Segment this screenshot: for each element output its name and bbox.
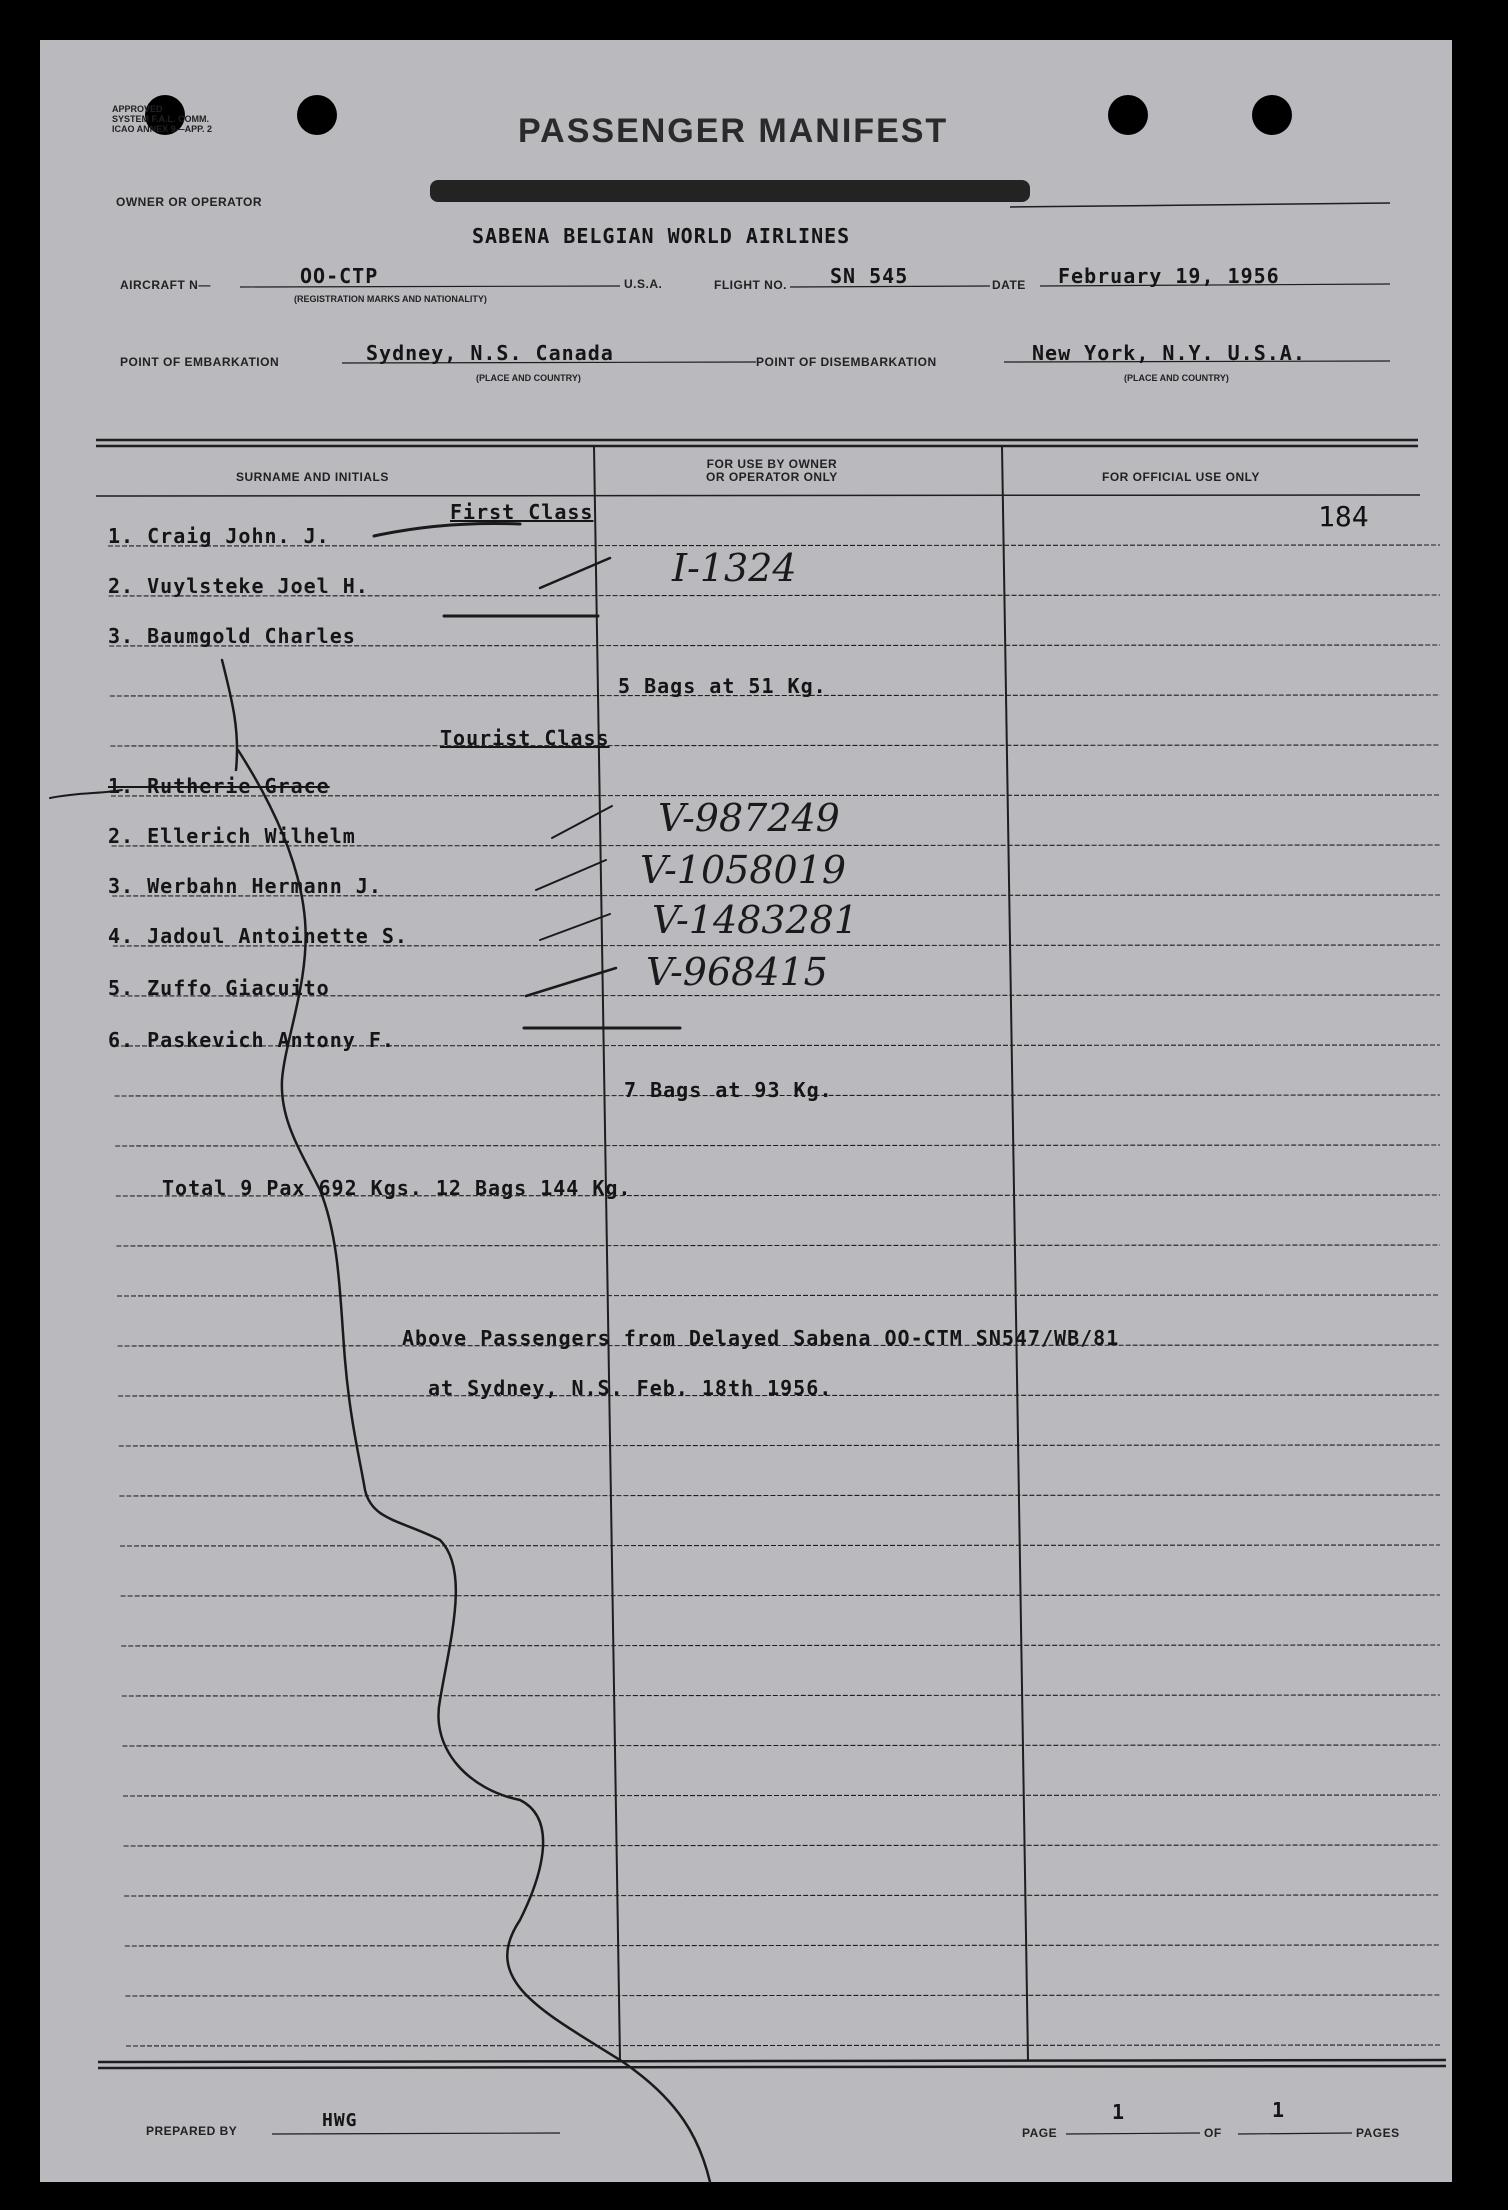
baggage-summary: 5 Bags at 51 Kg. bbox=[618, 674, 827, 698]
embark-caption: (PLACE AND COUNTRY) bbox=[476, 373, 581, 383]
row-rule bbox=[119, 1495, 1440, 1496]
pen-tick bbox=[552, 806, 612, 838]
operator-name: SABENA BELGIAN WORLD AIRLINES bbox=[472, 224, 851, 248]
row-rule bbox=[110, 745, 1440, 746]
row-rule bbox=[125, 1995, 1440, 1996]
visa-number: I-1324 bbox=[672, 546, 797, 590]
column-divider bbox=[594, 446, 620, 2060]
row-rule bbox=[125, 1945, 1440, 1946]
column-divider bbox=[1002, 446, 1028, 2060]
passenger-row: 5. Zuffo Giacuito bbox=[108, 976, 330, 1000]
prepared-by: HWG bbox=[322, 2110, 358, 2131]
page-fill-line bbox=[1066, 2133, 1200, 2134]
disembark-point: New York, N.Y. U.S.A. bbox=[1032, 341, 1306, 365]
row-rule bbox=[115, 1145, 1440, 1146]
row-rule bbox=[119, 1445, 1440, 1446]
prepared-fill-line bbox=[272, 2133, 560, 2134]
total-summary: Total 9 Pax 692 Kgs. 12 Bags 144 Kg. bbox=[162, 1176, 632, 1200]
table-bottom-rule bbox=[98, 2060, 1446, 2062]
pen-tick bbox=[374, 524, 520, 537]
usa-label: U.S.A. bbox=[624, 277, 663, 291]
pen-tick bbox=[536, 860, 606, 890]
row-rule bbox=[123, 1795, 1440, 1796]
passenger-row: 2. Vuylsteke Joel H. bbox=[108, 574, 369, 598]
approval-line: ICAO ANNEX 9—APP. 2 bbox=[112, 124, 213, 134]
aircraft-label: AIRCRAFT N— bbox=[120, 278, 211, 292]
page-number: 1 bbox=[1112, 2100, 1126, 2124]
row-rule bbox=[116, 1245, 1440, 1246]
column-header-surname: SURNAME AND INITIALS bbox=[236, 470, 389, 484]
approval-line: SYSTEM F.A.L. COMM. bbox=[112, 114, 210, 124]
disembark-label: POINT OF DISEMBARKATION bbox=[756, 355, 937, 369]
row-rule bbox=[117, 1295, 1440, 1296]
row-rule bbox=[120, 1545, 1440, 1546]
approval-line: APPROVED bbox=[112, 104, 163, 114]
prepared-label: PREPARED BY bbox=[146, 2124, 238, 2138]
punch-hole-right-2 bbox=[1252, 95, 1292, 135]
aircraft-fill-line bbox=[240, 286, 620, 287]
of-label: OF bbox=[1204, 2126, 1222, 2140]
header-bottom-rule bbox=[96, 495, 1420, 496]
pen-tick bbox=[540, 914, 610, 940]
passenger-row-struck: 1. Rutherie Grace bbox=[108, 774, 330, 798]
row-rule bbox=[122, 1745, 1440, 1746]
flight-date: February 19, 1956 bbox=[1058, 264, 1280, 288]
passenger-row: 3. Werbahn Hermann J. bbox=[108, 874, 382, 898]
page-label: PAGE bbox=[1022, 2126, 1058, 2140]
punch-hole-left-2 bbox=[297, 95, 337, 135]
owner-label: OWNER OR OPERATOR bbox=[116, 195, 263, 209]
passenger-row: 4. Jadoul Antoinette S. bbox=[108, 924, 408, 948]
passenger-row: 1. Craig John. J. bbox=[108, 524, 330, 548]
approval-stamp bbox=[112, 104, 212, 134]
pages-label: PAGES bbox=[1356, 2126, 1400, 2140]
passenger-row: 6. Paskevich Antony F. bbox=[108, 1028, 395, 1052]
delay-note: at Sydney, N.S. Feb. 18th 1956. bbox=[428, 1376, 833, 1400]
row-rule bbox=[124, 1895, 1440, 1896]
visa-number: V-968415 bbox=[646, 950, 828, 994]
first-class-label: First Class bbox=[450, 500, 594, 524]
aircraft-registration: OO-CTP bbox=[300, 264, 379, 288]
column-header-owner-use: FOR USE BY OWNER OR OPERATOR ONLY bbox=[706, 457, 838, 484]
passenger-row: 2. Ellerich Wilhelm bbox=[108, 824, 356, 848]
punch-hole-right-1 bbox=[1108, 95, 1148, 135]
baggage-summary: 7 Bags at 93 Kg. bbox=[624, 1078, 833, 1102]
tourist-class-label: Tourist Class bbox=[440, 726, 610, 750]
official-number: 184 bbox=[1318, 500, 1369, 533]
row-rule bbox=[126, 2045, 1440, 2046]
row-rule bbox=[122, 1695, 1440, 1696]
row-rule bbox=[121, 1595, 1440, 1596]
flight-label: FLIGHT NO. bbox=[714, 278, 787, 292]
visa-number: V-987249 bbox=[658, 796, 840, 840]
redacted-operator-line bbox=[430, 180, 1030, 202]
visa-number: V-1483281 bbox=[652, 898, 859, 942]
row-rule bbox=[124, 1845, 1440, 1846]
pen-tick bbox=[540, 558, 610, 588]
column-header-official: FOR OFFICIAL USE ONLY bbox=[1102, 470, 1260, 484]
delay-note: Above Passengers from Delayed Sabena OO-CTM SN547/WB/81 bbox=[402, 1326, 1120, 1350]
page-total: 1 bbox=[1272, 2098, 1286, 2122]
table-bottom-rule bbox=[98, 2066, 1446, 2068]
visa-number: V-1058019 bbox=[640, 848, 847, 892]
disembark-caption: (PLACE AND COUNTRY) bbox=[1124, 373, 1229, 383]
embark-point: Sydney, N.S. Canada bbox=[366, 341, 614, 365]
aircraft-caption: (REGISTRATION MARKS AND NATIONALITY) bbox=[294, 294, 487, 304]
flight-number: SN 545 bbox=[830, 264, 909, 288]
page-title: PASSENGER MANIFEST bbox=[518, 112, 949, 150]
owner-fill-line bbox=[1010, 203, 1390, 207]
date-label: DATE bbox=[992, 278, 1026, 292]
embark-label: POINT OF EMBARKATION bbox=[120, 355, 280, 369]
row-rule bbox=[121, 1645, 1440, 1646]
pages-fill-line bbox=[1238, 2133, 1352, 2134]
passenger-row: 3. Baumgold Charles bbox=[108, 624, 356, 648]
